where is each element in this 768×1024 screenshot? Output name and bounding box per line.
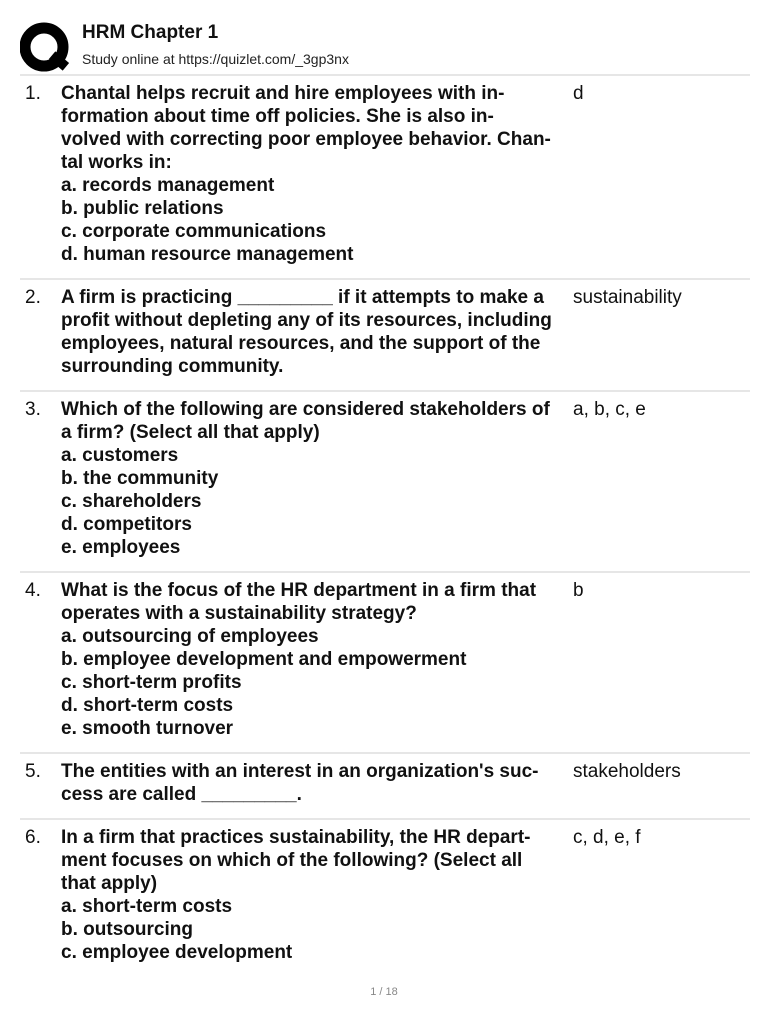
card-term: Which of the following are considered stakeholders of a firm? (Select all that apply) a. customers b. the community c. shareholders d. competitors e. employees	[61, 399, 550, 558]
card-number: 5.	[25, 761, 41, 782]
card-definition: sustainability	[573, 287, 682, 308]
card-term: The entities with an interest in an organization's suc- cess are called _________.	[61, 761, 539, 805]
card-definition: a, b, c, e	[573, 399, 646, 420]
card-term: In a firm that practices sustainability, the HR depart- ment focuses on which of the following? (Select all that apply) a. short-term costs b. outsourcing c. employee development	[61, 827, 531, 963]
page-header	[20, 18, 750, 74]
card-number: 4.	[25, 580, 41, 601]
flashcard-row	[20, 820, 750, 976]
card-definition: b	[573, 580, 584, 601]
page-indicator: 1 / 18	[370, 986, 398, 998]
card-number: 1.	[25, 83, 41, 104]
flashcard-list	[20, 76, 750, 976]
study-online-link-text: Study online at https://quizlet.com/_3gp3nx	[82, 51, 349, 67]
flashcard-row	[20, 76, 750, 280]
card-definition: d	[573, 83, 584, 104]
card-number: 2.	[25, 287, 41, 308]
flashcard-row	[20, 754, 750, 820]
card-term: What is the focus of the HR department in a firm that operates with a sustainability strategy? a. outsourcing of employees b. employee development and empowerment c. short-term profits d. short-term costs e. smooth turnover	[61, 580, 537, 739]
flashcard-row	[20, 280, 750, 392]
quizlet-q-logo-icon	[20, 22, 70, 72]
flashcard-row	[20, 392, 750, 573]
card-term: A firm is practicing _________ if it attempts to make a profit without depleting any of its resources, including employees, natural resources, and the support of the surrounding community.	[61, 287, 552, 377]
flashcard-row	[20, 573, 750, 754]
page-title: HRM Chapter 1	[82, 22, 219, 43]
card-definition: c, d, e, f	[573, 827, 641, 848]
card-number: 3.	[25, 399, 41, 420]
card-definition: stakeholders	[573, 761, 681, 782]
card-number: 6.	[25, 827, 41, 848]
card-term: Chantal helps recruit and hire employees with in- formation about time off policies. She is also in- volved with correcting poor employee behavior. Chan- tal works in: a. records management b. public relations c. corporate communications d. human resource management	[61, 83, 551, 265]
